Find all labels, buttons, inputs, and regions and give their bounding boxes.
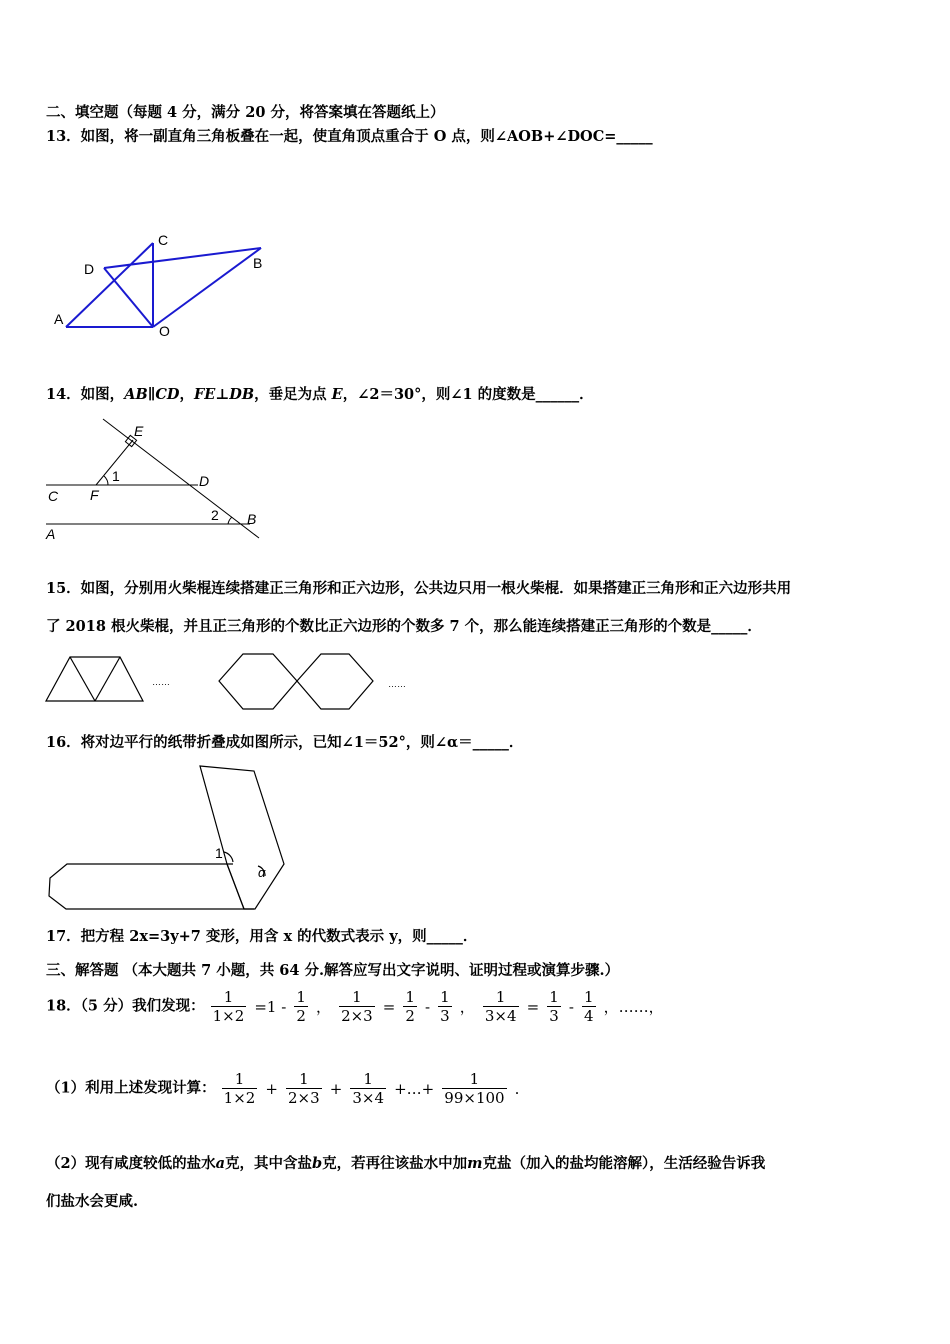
question-13-text: 13．如图，将一副直角三角板叠在一起，使直角顶点重合于 O 点，则∠AOB+∠DOC=_____	[46, 128, 653, 145]
question-17-text: 17．把方程 2x=3y+7 变形，用含 x 的代数式表示 y，则_____．	[46, 928, 478, 945]
q14-label-c: C	[48, 488, 59, 504]
question-15-line-2: 了 2018 根火柴棍，并且正三角形的个数比正六边形的个数多 7 个，那么能连续搭建正三角形的个数是_____．	[46, 618, 762, 635]
q13-label-d: D	[84, 261, 95, 277]
q15-dots-2: ……	[388, 679, 406, 689]
question-18-intro: 18．（5 分）我们发现： $\frac{1}{1\times 2}$ =1 - $\frac{1}{2}$ ， $\frac{1}{2\times 3}$ = $\frac{1}{2}$ - $\frac{1}{3}$ ， $\frac{1}{3\times 4}$ = $\frac{1}{3}$ - $\frac{1}{4}$ ，……，	[46, 988, 664, 1025]
question-15-line-1: 15．如图，分别用火柴棍连续搭建正三角形和正六边形，公共边只用一根火柴棍．如果搭建正三角形和正六边形共用	[46, 580, 792, 597]
fraction-1-over-1x2: $\frac{1}{1\times 2}$	[212, 988, 245, 1025]
q13-label-c: C	[158, 232, 169, 248]
fraction-1-over-3b: $\frac{1}{3}$	[549, 988, 559, 1025]
fraction-1-over-3: $\frac{1}{3}$	[440, 988, 450, 1025]
q13-label-o: O	[159, 323, 170, 339]
fraction-p1-2x3: $\frac{1}{2\times 3}$	[288, 1070, 320, 1107]
fraction-1-over-2: $\frac{1}{2}$	[296, 988, 306, 1025]
question-18-part-2-line-2: 们盐水会更咸.	[46, 1193, 139, 1210]
fraction-1-over-2b: $\frac{1}{2}$	[405, 988, 415, 1025]
fraction-p1-99x100: $\frac{1}{99\times 100}$	[444, 1070, 505, 1107]
q14-label-a: A	[46, 526, 56, 542]
question-18-part-1: （1）利用上述发现计算： $\frac{1}{1\times 2}$ + $\frac{1}{2\times 3}$ + $\frac{1}{3\times 4}$ +…+ $\frac{1}{99\times 100}$ .	[46, 1070, 520, 1107]
q14-label-f: F	[90, 487, 99, 503]
q13-label-b: B	[253, 255, 263, 271]
q15-dots-1: ……	[152, 677, 170, 687]
q14-label-d: D	[199, 473, 210, 489]
question-14-text: 14．如图，AB∥CD，FE⊥DB，垂足为点 E，∠2＝30°，则∠1 的度数是______．	[46, 386, 594, 403]
q14-label-1: 1	[112, 468, 120, 484]
q16-label-alpha: α	[258, 865, 266, 880]
fraction-1-over-4: $\frac{1}{4}$	[583, 988, 594, 1025]
fraction-p1-1x2: $\frac{1}{1\times 2}$	[223, 1070, 256, 1107]
fraction-1-over-3x4: $\frac{1}{3\times 4}$	[484, 988, 517, 1025]
q14-label-b: B	[247, 511, 257, 527]
fraction-p1-3x4: $\frac{1}{3\times 4}$	[352, 1070, 385, 1107]
q16-label-1: 1	[215, 845, 223, 861]
q14-label-2: 2	[211, 507, 219, 523]
q14-label-e: E	[134, 423, 144, 439]
section-2-heading: 二、填空题（每题 4 分，满分 20 分，将答案填在答题纸上）	[46, 104, 445, 121]
question-18-part-2-line-1: （2）现有咸度较低的盐水a克，其中含盐b克，若再往该盐水中加m克盐（加入的盐均能溶解），生活经验告诉我	[46, 1155, 766, 1172]
section-3-heading: 三、解答题 （本大题共 7 小题，共 64 分.解答应写出文字说明、证明过程或演算步骤.）	[46, 962, 620, 979]
question-16-text: 16．将对边平行的纸带折叠成如图所示，已知∠1＝52°，则∠α＝_____．	[46, 734, 524, 751]
q13-label-a: A	[54, 311, 64, 327]
fraction-1-over-2x3: $\frac{1}{2\times 3}$	[341, 988, 373, 1025]
